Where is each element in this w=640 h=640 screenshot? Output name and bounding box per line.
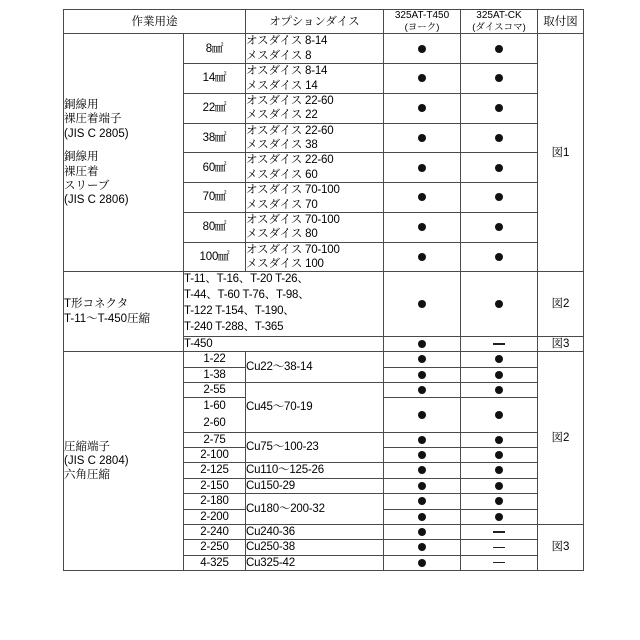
supported-dot-icon bbox=[495, 45, 503, 53]
use-label-compression-terminal-line: (JIS C 2804) bbox=[64, 454, 129, 467]
terminal-size-cell bbox=[184, 352, 246, 367]
supported-dot-icon bbox=[495, 74, 503, 82]
header-ck bbox=[461, 10, 538, 34]
ck-support-cell bbox=[461, 272, 538, 336]
not-supported-dash-icon bbox=[493, 343, 505, 345]
option-die-cell-line: メスダイス 70 bbox=[246, 198, 318, 211]
supported-dot-icon bbox=[495, 193, 503, 201]
option-die-cell-line: オスダイス 22-60 bbox=[246, 124, 334, 137]
option-die-cell: Cu110〜125-26 bbox=[246, 463, 384, 478]
option-die-cell-line: メスダイス 60 bbox=[246, 168, 318, 181]
use-label-t-connector-line: T-11〜T-450圧縮 bbox=[64, 312, 151, 325]
option-die-cell-line: T-11、T-16、T-20 T-26、 bbox=[184, 273, 309, 286]
ck-support-cell bbox=[461, 478, 538, 493]
yoke-support-cell bbox=[384, 555, 461, 570]
supported-dot-icon bbox=[495, 253, 503, 261]
ck-support-cell bbox=[461, 382, 538, 397]
use-label-compression-terminal bbox=[64, 352, 184, 571]
wire-size-cell: 14㎟ bbox=[184, 64, 246, 94]
supported-dot-icon bbox=[418, 104, 426, 112]
yoke-support-cell bbox=[384, 494, 461, 509]
supported-dot-icon bbox=[418, 74, 426, 82]
figure-ref-cell: 図1 bbox=[538, 34, 584, 272]
supported-dot-icon bbox=[495, 134, 503, 142]
yoke-support-cell bbox=[384, 123, 461, 153]
supported-dot-icon bbox=[418, 300, 426, 308]
terminal-size-line: 1-60 bbox=[203, 400, 226, 413]
figure-ref-cell: 図3 bbox=[538, 524, 584, 570]
use-label-bare-crimp-line: スリーブ bbox=[64, 179, 110, 192]
ck-support-cell bbox=[461, 64, 538, 94]
terminal-size-cell bbox=[184, 382, 246, 397]
option-die-cell-line: オスダイス 22-60 bbox=[246, 94, 334, 107]
use-label-bare-crimp-line: (JIS C 2806) bbox=[64, 194, 129, 207]
option-die-cell bbox=[246, 64, 384, 94]
use-label-bare-crimp-line: 銅線用 bbox=[64, 99, 99, 112]
terminal-size-cell bbox=[184, 432, 246, 447]
option-die-cell-line: T-44、T-60 T-76、T-98、 bbox=[184, 289, 310, 302]
supported-dot-icon bbox=[418, 386, 426, 394]
ck-support-cell bbox=[461, 398, 538, 432]
ck-support-cell bbox=[461, 432, 538, 447]
figure-ref-cell: 図2 bbox=[538, 272, 584, 336]
terminal-size-cell bbox=[184, 398, 246, 432]
supported-dot-icon bbox=[495, 497, 503, 505]
terminal-size-cell bbox=[184, 367, 246, 382]
option-die-cell: Cu22〜38-14 bbox=[246, 352, 384, 383]
supported-dot-icon bbox=[418, 371, 426, 379]
terminal-size-line: 2-150 bbox=[200, 479, 229, 492]
use-label-bare-crimp bbox=[64, 34, 184, 272]
supported-dot-icon bbox=[418, 411, 426, 419]
ck-support-cell bbox=[461, 555, 538, 570]
header-row bbox=[64, 10, 584, 34]
table-row bbox=[64, 34, 584, 64]
terminal-size-cell bbox=[184, 448, 246, 463]
header-yoke-sub: (ヨーク) bbox=[404, 22, 440, 33]
terminal-size-line: 2-180 bbox=[200, 495, 229, 508]
option-die-cell bbox=[246, 212, 384, 242]
supported-dot-icon bbox=[418, 543, 426, 551]
yoke-support-cell bbox=[384, 64, 461, 94]
option-die-cell-line: オスダイス 70-100 bbox=[246, 184, 340, 197]
ck-support-cell bbox=[461, 494, 538, 509]
supported-dot-icon bbox=[495, 482, 503, 490]
ck-support-cell bbox=[461, 540, 538, 555]
option-die-cell-line: メスダイス 80 bbox=[246, 228, 318, 241]
option-die-cell: Cu45〜70-19 bbox=[246, 382, 384, 432]
yoke-support-cell bbox=[384, 93, 461, 123]
option-die-cell bbox=[246, 183, 384, 213]
supported-dot-icon bbox=[495, 466, 503, 474]
table-row bbox=[64, 352, 584, 367]
figure-ref-cell: 図3 bbox=[538, 336, 584, 351]
terminal-size-cell bbox=[184, 540, 246, 555]
specification-table bbox=[63, 9, 584, 571]
supported-dot-icon bbox=[418, 134, 426, 142]
supported-dot-icon bbox=[418, 253, 426, 261]
option-die-cell-line: メスダイス 100 bbox=[246, 258, 324, 271]
option-die-cell-line: オスダイス 8-14 bbox=[246, 65, 328, 78]
supported-dot-icon bbox=[418, 528, 426, 536]
supported-dot-icon bbox=[418, 559, 426, 567]
option-die-cell-line: オスダイス 8-14 bbox=[246, 35, 328, 48]
supported-dot-icon bbox=[418, 340, 426, 348]
wire-size-cell: 22㎟ bbox=[184, 93, 246, 123]
option-die-cell-line: メスダイス 14 bbox=[246, 79, 318, 92]
option-die-cell-line: T-122 T-154、T-190、 bbox=[184, 305, 295, 318]
ck-support-cell bbox=[461, 336, 538, 351]
option-die-cell bbox=[246, 34, 384, 64]
option-die-cell-line: メスダイス 22 bbox=[246, 109, 318, 122]
supported-dot-icon bbox=[495, 513, 503, 521]
option-die-cell-line: オスダイス 70-100 bbox=[246, 213, 340, 226]
table-body bbox=[64, 34, 584, 571]
wire-size-cell: 70㎟ bbox=[184, 183, 246, 213]
supported-dot-icon bbox=[418, 223, 426, 231]
wire-size-cell: 100㎟ bbox=[184, 242, 246, 272]
supported-dot-icon bbox=[418, 45, 426, 53]
use-label-compression-terminal-line: 圧縮端子 bbox=[64, 440, 110, 453]
ck-support-cell bbox=[461, 509, 538, 524]
terminal-size-line: 1-38 bbox=[203, 368, 226, 381]
yoke-support-cell bbox=[384, 448, 461, 463]
yoke-support-cell bbox=[384, 524, 461, 539]
option-die-cell bbox=[246, 242, 384, 272]
option-die-cell: Cu325-42 bbox=[246, 555, 384, 570]
not-supported-dash-icon bbox=[493, 547, 505, 549]
terminal-size-line: 1-22 bbox=[203, 353, 226, 366]
option-die-cell bbox=[246, 153, 384, 183]
option-die-cell-line: T-450 bbox=[184, 337, 213, 350]
ck-support-cell bbox=[461, 367, 538, 382]
supported-dot-icon bbox=[418, 513, 426, 521]
option-die-cell-line: T-240 T-288、T-365 bbox=[184, 320, 284, 333]
option-die-cell-line: メスダイス 8 bbox=[246, 49, 312, 62]
supported-dot-icon bbox=[495, 451, 503, 459]
yoke-support-cell bbox=[384, 432, 461, 447]
supported-dot-icon bbox=[418, 497, 426, 505]
supported-dot-icon bbox=[418, 164, 426, 172]
yoke-support-cell bbox=[384, 463, 461, 478]
ck-support-cell bbox=[461, 524, 538, 539]
header-option-die: オプションダイス bbox=[246, 10, 384, 34]
terminal-size-line: 2-55 bbox=[203, 383, 226, 396]
figure-ref-cell: 図2 bbox=[538, 352, 584, 525]
terminal-size-line: 2-100 bbox=[200, 449, 229, 462]
header-use: 作業用途 bbox=[64, 10, 246, 34]
use-label-t-connector bbox=[64, 272, 184, 352]
option-die-cell bbox=[184, 336, 384, 351]
terminal-size-line: 2-200 bbox=[200, 510, 229, 523]
yoke-support-cell bbox=[384, 382, 461, 397]
supported-dot-icon bbox=[495, 386, 503, 394]
yoke-support-cell bbox=[384, 509, 461, 524]
use-label-bare-crimp-line: 裸圧着端子 bbox=[64, 113, 122, 126]
yoke-support-cell bbox=[384, 34, 461, 64]
terminal-size-line: 2-250 bbox=[200, 541, 229, 554]
ck-support-cell bbox=[461, 212, 538, 242]
wire-size-cell: 60㎟ bbox=[184, 153, 246, 183]
wire-size-cell: 38㎟ bbox=[184, 123, 246, 153]
wire-size-cell: 8㎟ bbox=[184, 34, 246, 64]
ck-support-cell bbox=[461, 242, 538, 272]
ck-support-cell bbox=[461, 352, 538, 367]
header-ck-main: 325AT-CK bbox=[476, 10, 522, 21]
wire-size-cell: 80㎟ bbox=[184, 212, 246, 242]
yoke-support-cell bbox=[384, 398, 461, 432]
use-label-bare-crimp-line: (JIS C 2805) bbox=[64, 127, 129, 140]
terminal-size-line: 4-325 bbox=[200, 556, 229, 569]
table-row bbox=[64, 272, 584, 336]
option-die-cell-line: メスダイス 38 bbox=[246, 139, 318, 152]
yoke-support-cell bbox=[384, 367, 461, 382]
option-die-cell: Cu240-36 bbox=[246, 524, 384, 539]
option-die-cell-line: オスダイス 22-60 bbox=[246, 154, 334, 167]
yoke-support-cell bbox=[384, 352, 461, 367]
terminal-size-line: 2-125 bbox=[200, 464, 229, 477]
header-ck-sub: (ダイスコマ) bbox=[472, 22, 526, 33]
use-label-t-connector-line: T形コネクタ bbox=[64, 298, 129, 311]
header-figure: 取付図 bbox=[538, 10, 584, 34]
terminal-size-line: 2-75 bbox=[203, 433, 226, 446]
terminal-size-line: 2-240 bbox=[200, 525, 229, 538]
not-supported-dash-icon bbox=[493, 531, 505, 533]
yoke-support-cell bbox=[384, 478, 461, 493]
supported-dot-icon bbox=[418, 355, 426, 363]
ck-support-cell bbox=[461, 153, 538, 183]
option-die-cell bbox=[246, 123, 384, 153]
supported-dot-icon bbox=[418, 436, 426, 444]
supported-dot-icon bbox=[495, 436, 503, 444]
yoke-support-cell bbox=[384, 336, 461, 351]
yoke-support-cell bbox=[384, 183, 461, 213]
option-die-cell: Cu150-29 bbox=[246, 478, 384, 493]
supported-dot-icon bbox=[418, 193, 426, 201]
yoke-support-cell bbox=[384, 272, 461, 336]
yoke-support-cell bbox=[384, 153, 461, 183]
supported-dot-icon bbox=[495, 355, 503, 363]
header-yoke-main: 325AT-T450 bbox=[394, 10, 450, 21]
table-header bbox=[64, 10, 584, 34]
supported-dot-icon bbox=[495, 164, 503, 172]
supported-dot-icon bbox=[495, 223, 503, 231]
use-label-bare-crimp-line: 銅線用 bbox=[64, 151, 99, 164]
use-label-compression-terminal-line: 六角圧縮 bbox=[64, 469, 110, 482]
ck-support-cell bbox=[461, 93, 538, 123]
option-die-cell-line: オスダイス 70-100 bbox=[246, 243, 340, 256]
ck-support-cell bbox=[461, 448, 538, 463]
terminal-size-line: 2-60 bbox=[203, 417, 226, 429]
use-label-bare-crimp-line bbox=[64, 141, 183, 150]
terminal-size-cell bbox=[184, 463, 246, 478]
ck-support-cell bbox=[461, 183, 538, 213]
supported-dot-icon bbox=[495, 300, 503, 308]
use-label-bare-crimp-line: 裸圧着 bbox=[64, 165, 99, 178]
option-die-cell: Cu180〜200-32 bbox=[246, 494, 384, 525]
supported-dot-icon bbox=[418, 466, 426, 474]
supported-dot-icon bbox=[495, 371, 503, 379]
ck-support-cell bbox=[461, 463, 538, 478]
yoke-support-cell bbox=[384, 540, 461, 555]
supported-dot-icon bbox=[418, 482, 426, 490]
supported-dot-icon bbox=[418, 451, 426, 459]
ck-support-cell bbox=[461, 34, 538, 64]
option-die-cell bbox=[184, 272, 384, 336]
terminal-size-cell bbox=[184, 509, 246, 524]
yoke-support-cell bbox=[384, 242, 461, 272]
terminal-size-cell bbox=[184, 494, 246, 509]
not-supported-dash-icon bbox=[493, 562, 505, 564]
supported-dot-icon bbox=[495, 104, 503, 112]
option-die-cell bbox=[246, 93, 384, 123]
option-die-cell: Cu250-38 bbox=[246, 540, 384, 555]
option-die-cell: Cu75〜100-23 bbox=[246, 432, 384, 463]
terminal-size-cell bbox=[184, 555, 246, 570]
header-yoke bbox=[384, 10, 461, 34]
yoke-support-cell bbox=[384, 212, 461, 242]
terminal-size-cell bbox=[184, 478, 246, 493]
terminal-size-cell bbox=[184, 524, 246, 539]
ck-support-cell bbox=[461, 123, 538, 153]
supported-dot-icon bbox=[495, 411, 503, 419]
